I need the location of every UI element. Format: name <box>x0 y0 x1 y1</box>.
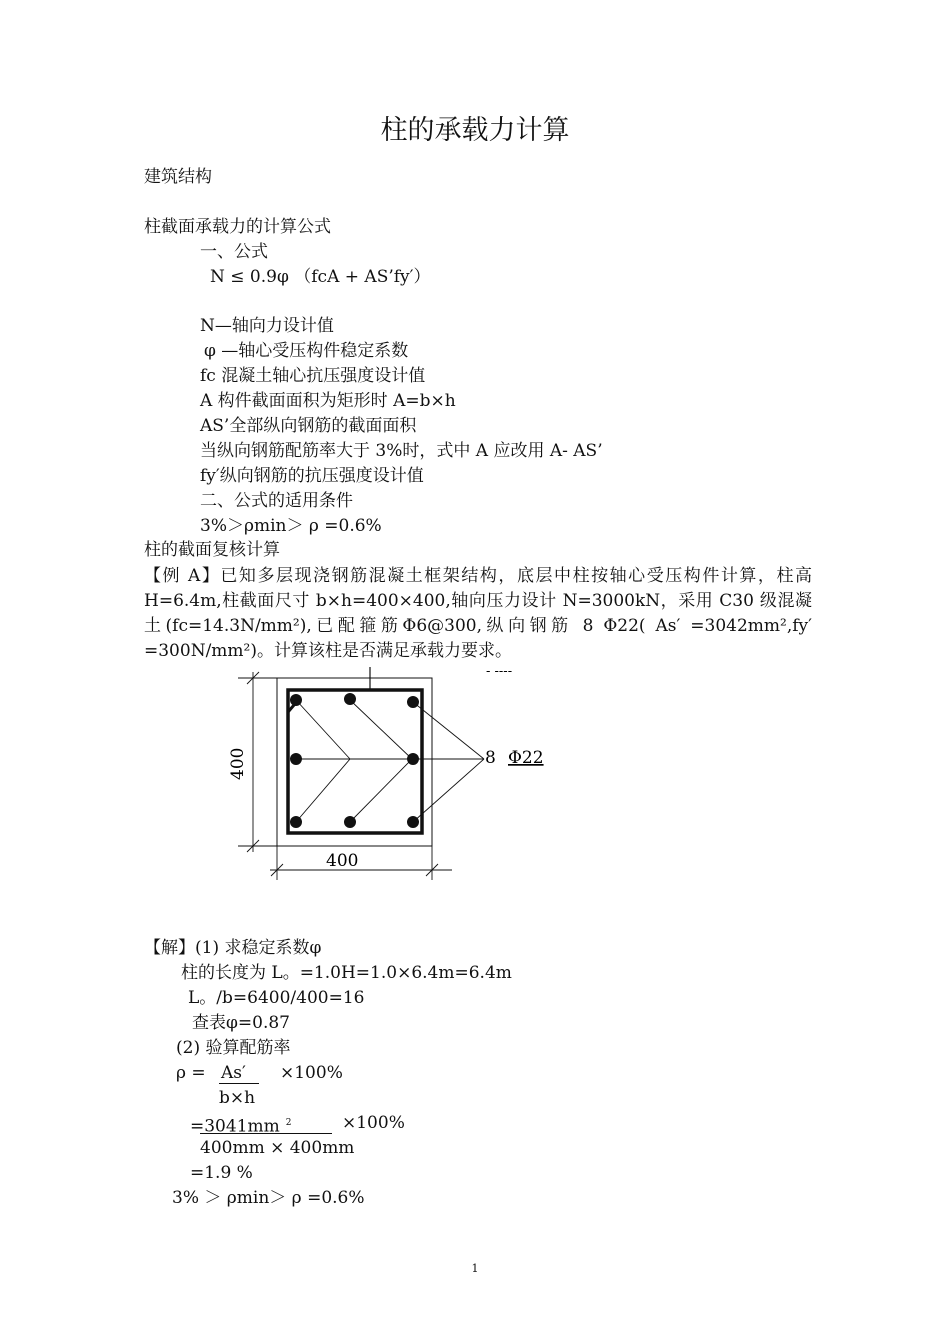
rho-lhs: ρ = <box>176 1063 206 1083</box>
step-1-text: (1) 求稳定系数φ <box>195 938 322 958</box>
subheading-conditions: 二、公式的适用条件 <box>200 491 353 511</box>
top-stub-text: - ---- <box>486 664 513 679</box>
subheading-formula: 一、公式 <box>200 242 268 262</box>
page-title: 柱的承载力计算 <box>380 115 570 146</box>
calc-numerator-value: =3041mm <box>190 1116 280 1137</box>
rebar-dot <box>290 816 302 828</box>
stirrup <box>288 690 422 833</box>
width-dimension <box>270 846 452 880</box>
section-heading-check: 柱的截面复核计算 <box>144 540 280 560</box>
definition-item: fc 混凝土轴心抗压强度设计值 <box>200 366 426 386</box>
category-label: 建筑结构 <box>144 167 212 187</box>
tie-lines <box>296 700 484 822</box>
calc-fraction-line <box>200 1133 332 1134</box>
definition-item: 当纵向钢筋配筋率大于 3%时，式中 A 应改用 A- AS’ <box>200 441 603 461</box>
solution-step-1 <box>144 937 321 959</box>
rebar-group <box>290 693 419 828</box>
rebar-dot <box>407 753 419 765</box>
rebar-spec-label: Φ22 <box>508 748 544 768</box>
rho-denominator: b×h <box>219 1088 256 1108</box>
rho-result: =1.9 % <box>190 1163 253 1183</box>
solution-line: 柱的长度为 L。=1.0H=1.0×6.4m=6.4m <box>181 963 512 983</box>
width-dimension-value: 400 <box>326 851 359 871</box>
main-formula: N ≤ 0.9φ （fcA + AS’fy′） <box>210 267 431 287</box>
rebar-count-label: 8 <box>485 748 496 768</box>
calc-numerator-exponent: 2 <box>285 1118 292 1128</box>
final-check: 3% ＞ ρmin＞ ρ =0.6% <box>172 1188 365 1208</box>
calc-denominator: 400mm × 400mm <box>200 1138 355 1158</box>
definition-item: N—轴向力设计值 <box>200 316 334 336</box>
solution-step-2: (2) 验算配筋率 <box>176 1038 291 1058</box>
height-dimension-value: 400 <box>228 747 248 780</box>
rebar-dot <box>344 693 356 705</box>
solution-line: 查表φ=0.87 <box>192 1013 290 1033</box>
definition-item: AS’全部纵向钢筋的截面面积 <box>200 416 417 436</box>
example-text: 已知多层现浇钢筋混凝土框架结构，底层中柱按轴心受压构件计算，柱高 H=6.4m,柱截面尺寸 b×h=400×400,轴向压力设计 N=3000kN，采用 C30 级混凝土(fc=14.3N/mm²),已配箍筋Φ6@300,纵向钢筋 8 Φ22( As′ =3042mm²,fy′ =300N/mm²)。计算该柱是否满足承载力要求。 <box>144 566 813 661</box>
rebar-dot <box>407 816 419 828</box>
solution-line: L。/b=6400/400=16 <box>188 988 365 1008</box>
definition-item: φ —轴心受压构件稳定系数 <box>204 341 409 361</box>
rho-multiplier: ×100% <box>280 1063 343 1083</box>
calc-multiplier: ×100% <box>342 1113 405 1133</box>
example-tag: 【例 A】 <box>144 566 221 586</box>
rebar-dot <box>290 694 302 706</box>
condition-formula: 3%＞ρmin＞ ρ =0.6% <box>200 516 382 536</box>
rho-numerator: As′ <box>221 1063 246 1083</box>
rho-fraction-line <box>219 1083 259 1084</box>
rebar-dot <box>407 696 419 708</box>
definition-item: fy′纵向钢筋的抗压强度设计值 <box>200 466 424 486</box>
example-paragraph <box>144 564 812 664</box>
rebar-dot <box>344 816 356 828</box>
page-number: 1 <box>471 1262 479 1275</box>
column-section-diagram <box>220 662 580 888</box>
solution-tag: 【解】 <box>144 938 195 958</box>
rebar-dot <box>290 753 302 765</box>
definition-item: A 构件截面面积为矩形时 A=b×h <box>200 391 456 411</box>
section-heading-formula: 柱截面承载力的计算公式 <box>144 217 331 237</box>
